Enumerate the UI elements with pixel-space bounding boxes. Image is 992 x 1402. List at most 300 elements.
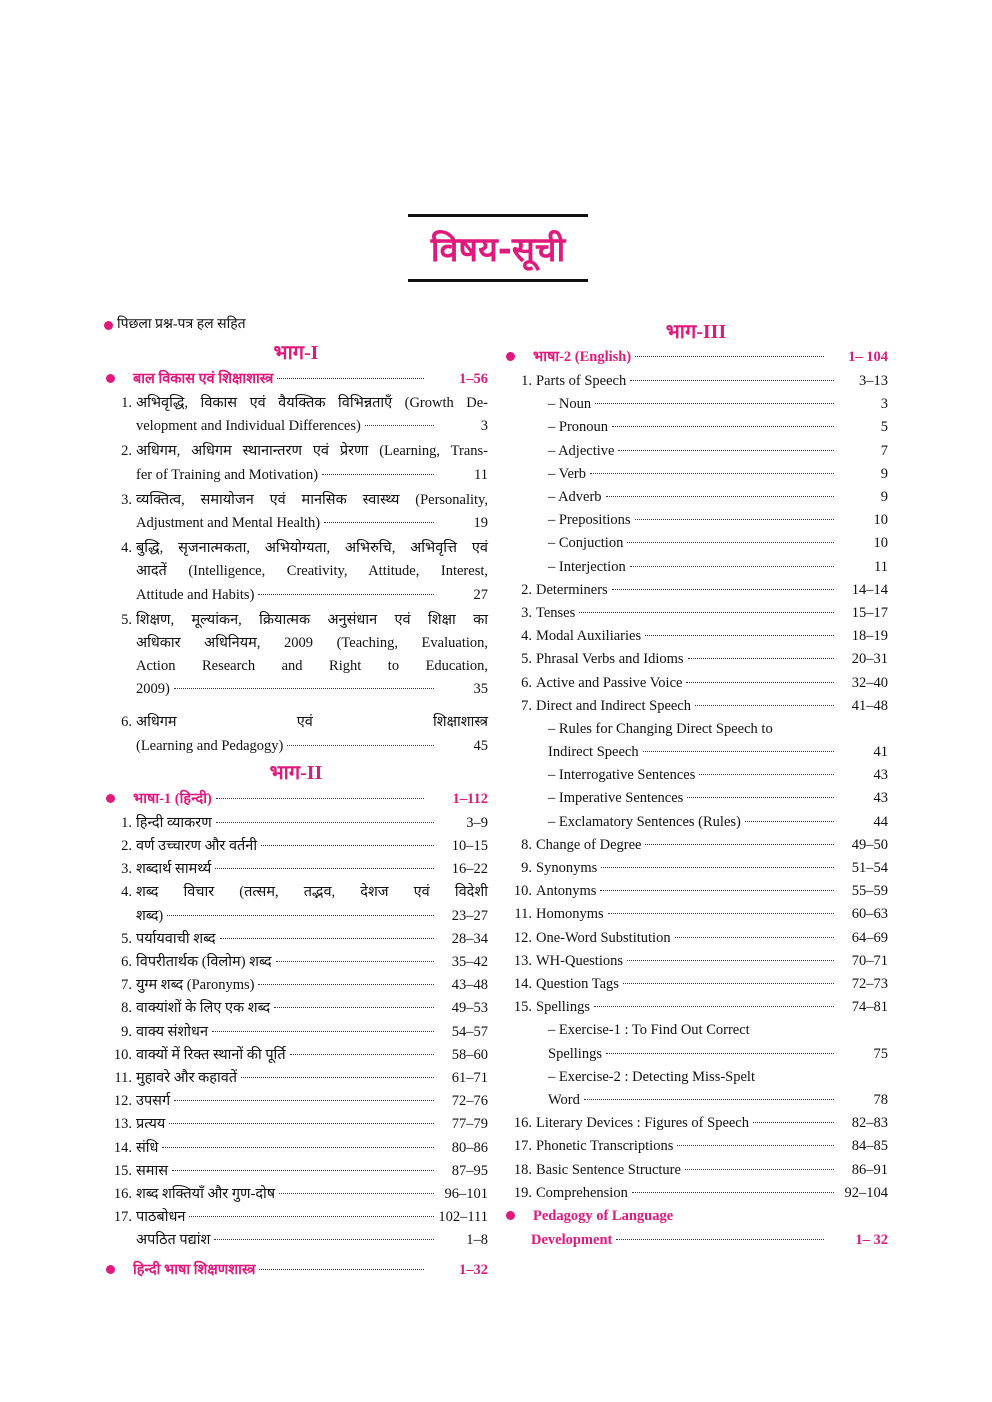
entry-body	[536, 556, 888, 579]
dot-leader	[745, 821, 834, 822]
entry-label: WH-Questions	[536, 952, 623, 969]
toc-entry	[504, 509, 888, 532]
toc-entry	[104, 537, 488, 607]
entry-label: Question Tags	[536, 976, 619, 993]
dot-leader	[287, 745, 434, 746]
dot-leader	[579, 612, 834, 613]
entry-label: Parts of Speech	[536, 373, 627, 389]
section-entry	[504, 346, 888, 370]
toc-entry	[104, 928, 488, 951]
dot-leader	[162, 1147, 434, 1148]
entry-label: 2009)	[136, 681, 170, 698]
entry-label: – Exclamatory Sentences (Rules)	[548, 813, 741, 830]
entry-label: उपसर्ग	[136, 1093, 171, 1110]
entry-page: 20–31	[851, 651, 888, 668]
entry-label: वाक्यों में रिक्त स्थानों की पूर्ति	[136, 1046, 286, 1063]
entry-number: 2.	[121, 838, 132, 855]
dot-leader	[261, 845, 434, 846]
entry-line	[548, 440, 888, 463]
entry-body	[536, 416, 888, 439]
toc-entry	[504, 811, 888, 834]
entry-body	[536, 880, 888, 903]
entry-line: अधिगम, अधिगम स्थानान्तरण एवं प्रेरणा (Learning, Trans-	[136, 443, 488, 460]
entry-body	[136, 928, 488, 951]
section-line	[104, 368, 488, 392]
toc-entry	[504, 996, 888, 1019]
entry-label: – Interrogative Sentences	[548, 767, 696, 784]
entry-label: (Learning and Pedagogy)	[136, 737, 284, 754]
entry-number	[104, 1229, 136, 1252]
spacer	[104, 701, 488, 711]
section-pages: 1–56	[459, 371, 488, 387]
entry-label: – Verb	[548, 465, 586, 482]
entry-body	[536, 579, 888, 602]
entry-body	[536, 834, 888, 857]
entry-page: 9	[880, 465, 888, 482]
dot-leader	[600, 890, 834, 891]
entry-number: 13.	[113, 1116, 132, 1133]
dot-leader	[169, 1123, 434, 1124]
entry-line	[136, 997, 488, 1020]
entry-page: 58–60	[451, 1046, 488, 1063]
entry-number: 4.	[121, 540, 132, 557]
entry-page: 43	[873, 790, 888, 807]
entry-label: velopment and Individual Differences)	[136, 418, 361, 435]
dot-leader	[220, 938, 434, 939]
entry-line	[136, 1206, 488, 1229]
entry-line: व्यक्तित्व, समायोजन एवं मानसिक स्वास्थ्य (Personality,	[136, 491, 488, 508]
bullet-icon	[506, 1211, 515, 1220]
entry-page: 64–69	[851, 929, 888, 946]
entry-body	[536, 440, 888, 463]
entry-number: 5.	[521, 651, 532, 668]
toc-entry	[504, 903, 888, 926]
dot-leader	[216, 822, 434, 823]
bullet-icon	[106, 794, 115, 803]
entry-body	[136, 1113, 488, 1136]
entry-number	[504, 556, 536, 579]
toc-entry	[504, 602, 888, 625]
toc-entry	[504, 950, 888, 973]
entry-label: – Imperative Sentences	[548, 790, 684, 807]
entry-line	[136, 415, 488, 438]
entry-line	[136, 928, 488, 951]
dot-leader	[627, 960, 834, 961]
entry-line	[536, 834, 888, 857]
toc-entry	[104, 392, 488, 438]
entry-page: 49–53	[451, 1000, 488, 1017]
entry-line	[536, 602, 888, 625]
entry-line	[536, 973, 888, 996]
entry-label: हिन्दी व्याकरण	[136, 814, 212, 831]
entry-label: – Conjuction	[548, 535, 624, 552]
toc-entry	[504, 834, 888, 857]
toc-entry	[104, 812, 488, 835]
entry-page: 80–86	[451, 1139, 488, 1156]
entry-number: 8.	[521, 836, 532, 853]
dot-leader	[630, 380, 834, 381]
section-pages: 1–112	[452, 790, 488, 807]
entry-body	[136, 1183, 488, 1206]
entry-page: 5	[880, 419, 888, 436]
entry-label: पाठबोधन	[136, 1209, 186, 1226]
entry-number: 17.	[513, 1138, 532, 1155]
section-pages: 1– 104	[848, 349, 888, 365]
toc-entry	[504, 579, 888, 602]
section-entry	[104, 788, 488, 812]
entry-number: 4.	[521, 628, 532, 645]
entry-line	[536, 1112, 888, 1135]
entry-number: 6.	[121, 714, 132, 731]
entry-body	[136, 1137, 488, 1160]
entry-number	[504, 463, 536, 486]
dot-leader	[274, 1007, 434, 1008]
dot-leader	[590, 473, 834, 474]
toc-entry	[504, 648, 888, 671]
dot-leader	[688, 658, 834, 659]
entry-line	[136, 974, 488, 997]
entry-line	[136, 1090, 488, 1113]
entry-label: Spellings	[536, 999, 590, 1016]
dot-leader	[612, 426, 834, 427]
section-label: हिन्दी भाषा शिक्षणशास्त्र	[133, 1261, 256, 1278]
entry-body	[536, 532, 888, 555]
dot-leader	[174, 1100, 434, 1101]
entry-page: 78	[873, 1092, 888, 1109]
toc-entry	[104, 1067, 488, 1090]
entry-number: 3.	[121, 861, 132, 878]
dot-leader	[632, 1192, 834, 1193]
entry-page: 3	[480, 418, 488, 435]
entry-number: 19.	[513, 1184, 532, 1201]
previous-paper-note	[104, 312, 488, 338]
entry-line	[548, 1089, 888, 1112]
entry-number	[504, 764, 536, 787]
dot-leader	[616, 1239, 824, 1240]
entry-line	[136, 1021, 488, 1044]
entry-line	[548, 416, 888, 439]
entry-body	[536, 602, 888, 625]
page-title: विषय-सूची	[430, 230, 566, 270]
entry-body	[536, 486, 888, 509]
entry-label: Literary Devices : Figures of Speech	[536, 1115, 749, 1132]
entry-line	[548, 764, 888, 787]
entry-line	[136, 1113, 488, 1136]
entry-number: 1.	[121, 814, 132, 831]
entry-body	[136, 974, 488, 997]
entry-page: 28–34	[451, 930, 488, 947]
entry-body	[136, 1206, 488, 1229]
entry-body	[536, 950, 888, 973]
section-label: भाषा-1 (हिन्दी)	[133, 790, 212, 807]
entry-line	[136, 1229, 488, 1252]
entry-body	[536, 1019, 888, 1065]
entry-page: 7	[880, 442, 888, 459]
entry-label: – Pronoun	[548, 419, 609, 436]
entry-line: अधिगम एवं शिक्षाशास्त्र	[136, 714, 488, 731]
entry-number: 18.	[513, 1161, 532, 1178]
toc-entry	[104, 609, 488, 702]
entry-page: 14–14	[851, 581, 888, 598]
toc-entry	[104, 1206, 488, 1229]
dot-leader	[685, 1169, 834, 1170]
dot-leader	[630, 566, 834, 567]
entry-page: 54–57	[451, 1023, 488, 1040]
dot-leader	[584, 1099, 834, 1100]
section-label: भाषा-2 (English)	[533, 349, 632, 365]
toc-entry	[504, 625, 888, 648]
entry-line	[536, 695, 888, 718]
entry-body	[536, 463, 888, 486]
bullet-icon	[106, 374, 115, 383]
entry-page: 96–101	[444, 1186, 488, 1203]
entry-body	[136, 858, 488, 881]
entry-label: – Noun	[548, 396, 592, 413]
dot-leader	[167, 915, 434, 916]
entry-line	[536, 370, 888, 393]
dot-leader	[241, 1077, 434, 1078]
entry-body	[536, 370, 888, 393]
toc-entry	[504, 1182, 888, 1205]
section-label: Pedagogy of Language	[533, 1208, 674, 1225]
toc-entry	[104, 1229, 488, 1252]
entry-body	[536, 1112, 888, 1135]
section-pages: 1– 32	[855, 1232, 888, 1249]
section-entry	[104, 1259, 488, 1283]
section-line	[504, 1229, 888, 1253]
entry-label: प्रत्यय	[136, 1116, 166, 1133]
entry-body	[136, 1160, 488, 1183]
entry-page: 10	[873, 512, 888, 529]
toc-entry	[104, 1021, 488, 1044]
entry-body	[136, 951, 488, 974]
entry-label: अपठित पद्यांश	[136, 1232, 211, 1249]
entry-number: 3.	[121, 491, 132, 508]
dot-leader	[214, 1239, 434, 1240]
entry-page: 10–15	[451, 838, 488, 855]
toc-entry	[504, 1066, 888, 1112]
entry-label: मुहावरे और कहावतें	[136, 1070, 238, 1087]
entry-page: 11	[474, 466, 488, 483]
entry-line	[536, 903, 888, 926]
toc-entry	[504, 440, 888, 463]
entry-body	[536, 903, 888, 926]
entry-label: Modal Auxiliaries	[536, 628, 642, 645]
entry-body	[136, 609, 488, 702]
entry-label: Antonyms	[536, 883, 597, 900]
dot-leader	[601, 867, 834, 868]
entry-page: 82–83	[851, 1115, 888, 1132]
toc-entry	[504, 1159, 888, 1182]
entry-label: युग्म शब्द (Paronyms)	[136, 977, 255, 994]
entry-line	[136, 512, 488, 535]
entry-label: विपरीतार्थक (विलोम) शब्द	[136, 954, 272, 970]
part-heading: भाग-II	[269, 761, 323, 784]
part-heading: भाग-III	[665, 321, 727, 343]
entry-line	[136, 678, 488, 701]
entry-label: Adjustment and Mental Health)	[136, 514, 321, 531]
entry-line	[136, 1067, 488, 1090]
dot-leader	[595, 403, 834, 404]
entry-label: Change of Degree	[536, 836, 642, 853]
entry-body	[536, 996, 888, 1019]
toc-entry	[104, 858, 488, 881]
entry-line	[536, 648, 888, 671]
entry-line	[536, 1182, 888, 1205]
toc-entry	[504, 695, 888, 718]
entry-label: पर्यायवाची शब्द	[136, 930, 216, 947]
entry-page: 92–104	[844, 1184, 888, 1201]
entry-page: 55–59	[851, 883, 888, 900]
entry-page: 10	[873, 535, 888, 552]
entry-label: शब्द)	[136, 907, 164, 924]
entry-label: Phonetic Transcriptions	[536, 1138, 674, 1155]
dot-leader	[189, 1216, 434, 1217]
dot-leader	[606, 496, 834, 497]
entry-body	[136, 392, 488, 438]
entry-body	[536, 393, 888, 416]
dot-leader	[258, 594, 434, 595]
section-line	[504, 346, 888, 370]
entry-line: – Rules for Changing Direct Speech to	[548, 720, 773, 737]
toc-entry	[504, 927, 888, 950]
entry-body	[136, 1067, 488, 1090]
entry-label: वाक्य संशोधन	[136, 1023, 208, 1040]
entry-line	[536, 857, 888, 880]
entry-number: 6.	[521, 674, 532, 691]
entry-number: 9.	[521, 860, 532, 877]
entry-body	[136, 1044, 488, 1067]
toc-entry	[504, 556, 888, 579]
entry-number	[504, 532, 536, 555]
entry-body	[136, 881, 488, 927]
entry-body	[536, 1182, 888, 1205]
entry-line	[136, 951, 488, 974]
toc-entry	[104, 997, 488, 1020]
entry-page: 27	[473, 586, 488, 603]
toc-entry	[504, 1019, 888, 1065]
entry-label: – Adjective	[548, 442, 615, 459]
entry-body	[536, 857, 888, 880]
entry-page: 19	[473, 514, 488, 531]
entry-line: बुद्धि, सृजनात्मकता, अभियोग्यता, अभिरुचि, अभिवृत्ति एवं	[136, 540, 488, 557]
toc-entry	[504, 672, 888, 695]
entry-line	[136, 584, 488, 607]
entry-label: Homonyms	[536, 906, 604, 923]
dot-leader	[259, 1269, 424, 1270]
entry-label: One-Word Substitution	[536, 929, 671, 946]
entry-page: 15–17	[851, 604, 888, 621]
entry-line	[136, 1160, 488, 1183]
dot-leader	[279, 1193, 434, 1194]
section-line	[504, 1205, 888, 1229]
entry-page: 60–63	[851, 906, 888, 923]
entry-line	[136, 464, 488, 487]
entry-line	[536, 1159, 888, 1182]
entry-number: 5.	[121, 930, 132, 947]
toc-entry	[504, 857, 888, 880]
toc-entry	[504, 718, 888, 764]
entry-page: 3–13	[859, 373, 888, 389]
dot-leader	[215, 868, 434, 869]
toc-entry	[104, 1090, 488, 1113]
left-column	[104, 312, 488, 1283]
entry-line	[548, 509, 888, 532]
toc-entry	[104, 835, 488, 858]
entry-label: Indirect Speech	[548, 744, 639, 761]
toc-entry	[504, 1112, 888, 1135]
toc-entry	[104, 711, 488, 757]
section-line	[104, 1259, 488, 1283]
entry-number: 1.	[521, 373, 532, 389]
entry-line: अभिवृद्धि, विकास एवं वैयक्तिक विभिन्नताएँ (Growth De-	[136, 395, 488, 411]
entry-page: 23–27	[451, 907, 488, 924]
entry-number: 16.	[513, 1115, 532, 1132]
dot-leader	[675, 937, 834, 938]
entry-number: 2.	[521, 581, 532, 598]
bullet-icon	[106, 1265, 115, 1274]
entry-body	[136, 1229, 488, 1252]
entry-body	[536, 648, 888, 671]
entry-label: – Interjection	[548, 558, 626, 575]
dot-leader	[322, 474, 434, 475]
entry-label: Comprehension	[536, 1184, 628, 1201]
entry-number: 11.	[114, 1070, 132, 1087]
dot-leader	[608, 913, 834, 914]
entry-page: 72–73	[851, 976, 888, 993]
entry-page: 77–79	[451, 1116, 488, 1133]
dot-leader	[618, 450, 834, 451]
entry-label: Synonyms	[536, 860, 598, 877]
entry-label: वाक्यांशों के लिए एक शब्द	[136, 1000, 271, 1017]
dot-leader	[687, 797, 834, 798]
toc-entry	[504, 416, 888, 439]
entry-page: 32–40	[851, 674, 888, 691]
entry-number: 2.	[121, 443, 132, 460]
entry-number: 15.	[513, 999, 532, 1016]
entry-page: 11	[874, 558, 888, 575]
entry-page: 86–91	[851, 1161, 888, 1178]
entry-line	[548, 393, 888, 416]
entry-number	[504, 787, 536, 810]
toc-entry	[504, 463, 888, 486]
entry-line	[136, 905, 488, 928]
section-pages: 1–32	[459, 1261, 488, 1278]
entry-number: 12.	[113, 1093, 132, 1110]
entry-body	[136, 835, 488, 858]
dot-leader	[623, 983, 834, 984]
dot-leader	[216, 798, 424, 799]
entry-number	[504, 393, 536, 416]
entry-label: – Adverb	[548, 488, 602, 505]
entry-number: 4.	[121, 884, 132, 901]
entry-page: 9	[880, 488, 888, 505]
entry-line	[548, 463, 888, 486]
entry-number: 12.	[513, 929, 532, 946]
entry-number: 1.	[121, 395, 132, 411]
entry-label: Direct and Indirect Speech	[536, 697, 691, 714]
entry-number	[504, 1066, 536, 1112]
entry-line: अधिकार अधिनियम, 2009 (Teaching, Evaluation,	[136, 634, 488, 651]
section-line	[104, 788, 488, 812]
entry-page: 43	[873, 767, 888, 784]
entry-label: Attitude and Habits)	[136, 586, 255, 603]
entry-body	[136, 537, 488, 607]
entry-body	[136, 812, 488, 835]
entry-page: 43–48	[451, 977, 488, 994]
dot-leader	[643, 751, 834, 752]
toc-entry	[504, 787, 888, 810]
